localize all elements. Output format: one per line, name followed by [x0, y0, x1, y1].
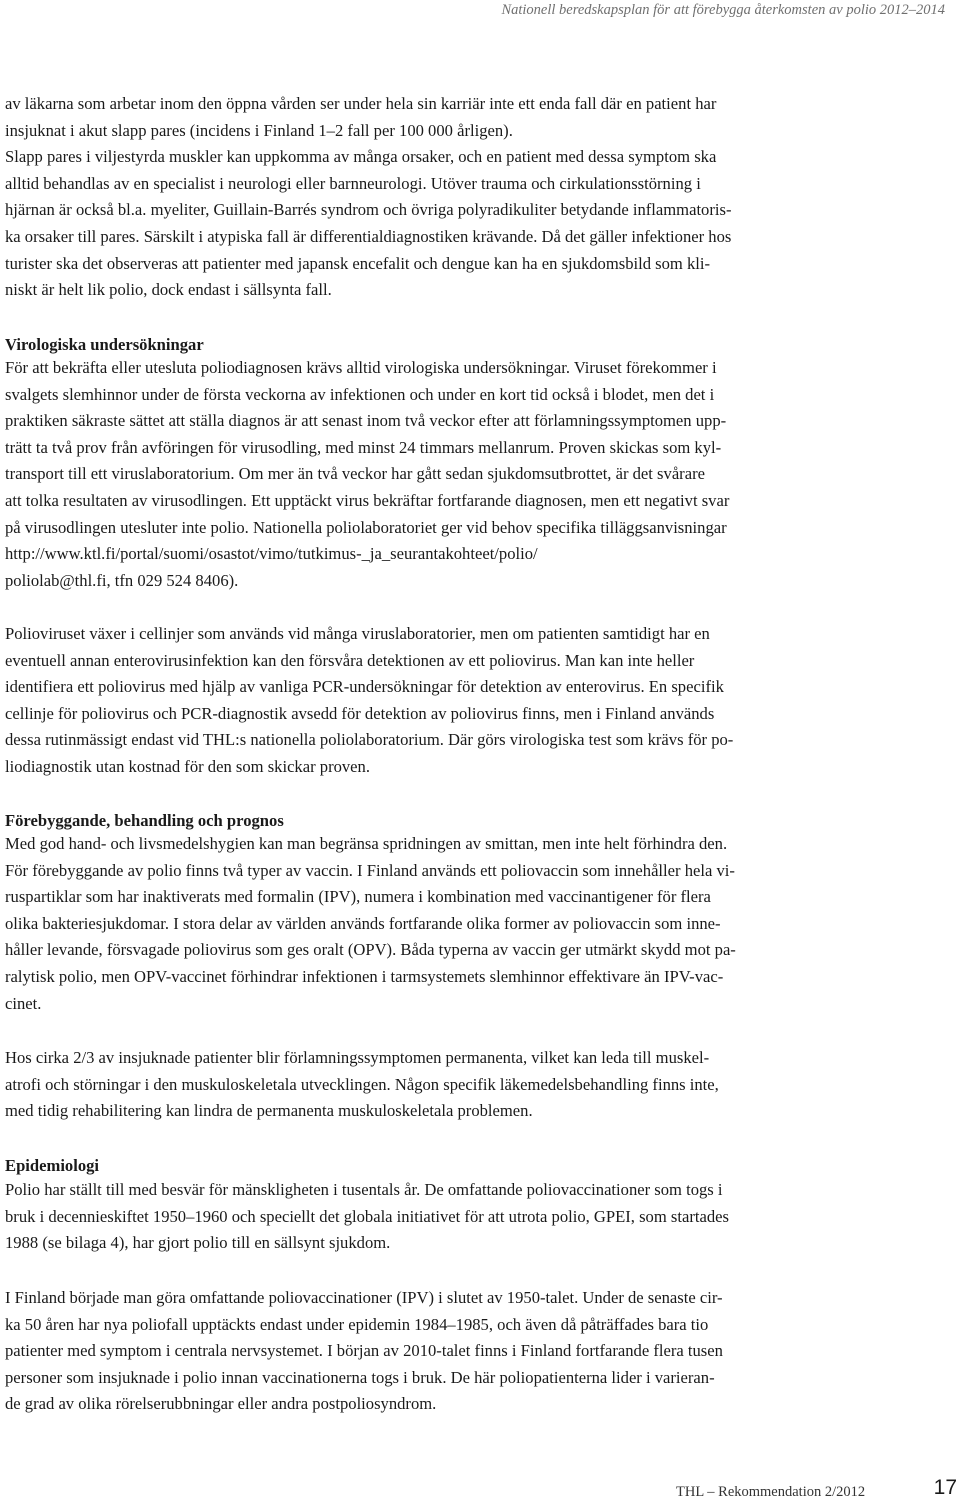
paragraph-poliovirus: Polioviruset växer i cellinjer som används vid många viruslaboratorier, men om patienten samtidigt har en eventuell annan enterovirusinfektion kan den försvåra detektionen av ett poliovirus. Man kan inte heller identifiera ett poliovirus med hjälp av vanliga PCR-undersökningar för detektion av enterovirus. En specifik cellinje för poliovirus och PCR-diagnostik avsedd för detektion av poliovirus finns, men i Finland används dessa rutinmässigt endast vid THL:s nationella poliolaboratorium. Där görs virologiska test som krävs för po- liodiagnostik utan kostnad för den som skickar proven.	[5, 624, 734, 776]
paragraph-epidemiology: Polio har ställt till med besvär för mänskligheten i tusentals år. De omfattande poliovaccinationer som togs i bruk i decennieskiftet 1950–1960 och speciellt det globala initiativet för att utrota polio, GPEI, som startades 1988 (se bilaga 4), har gjort polio till en sällsynt sjukdom.	[5, 1180, 729, 1253]
running-header: Nationell beredskapsplan för att förebygga återkomsten av polio 2012–2014	[501, 2, 945, 18]
paragraph-prognosis: Hos cirka 2/3 av insjuknade patienter blir förlamningssymptomen permanenta, vilket kan leda till muskel- atrofi och störningar i den muskuloskeletala utvecklingen. Någon specifik läkemedelsbehandling finns inte, med tidig rehabilitering kan lindra de permanenta muskuloskeletala problemen.	[5, 1048, 719, 1121]
paragraph-prevention: Med god hand- och livsmedelshygien kan man begränsa spridningen av smittan, men inte helt förhindra den. För förebyggande av polio finns två typer av vaccin. I Finland används ett poliovaccin som innehåller hela vi- ruspartiklar som har inaktiverats med formalin (IPV), numera i kombination med vaccinantigener för flera olika bakteriesjukdomar. I stora delar av världen används fortfarande olika former av poliovaccin som inne- håller levande, försvagade poliovirus som ges oralt (OPV). Båda typerna av vaccin ger utmärkt skydd mot pa- ralytisk polio, men OPV-vaccinet förhindrar infektionen i tarmsystemets slemhinnor effektivare än IPV-vac- cinet.	[5, 834, 736, 1013]
heading-prevention: Förebyggande, behandling och prognos	[5, 811, 284, 830]
footer-publication: THL – Rekommendation 2/2012	[676, 1484, 866, 1500]
heading-virology: Virologiska undersökningar	[5, 335, 204, 354]
heading-epidemiology: Epidemiologi	[5, 1156, 100, 1175]
paragraph-virology: För att bekräfta eller utesluta poliodiagnosen krävs alltid virologiska undersökningar. Viruset förekommer i svalgets slemhinnor under de första veckorna av infektionen och under en kort tid också i blodet, men det i praktiken säkraste sättet att ställa diagnos är att senast inom två veckor efter att förlamningssymptomen upp- trätt ta två prov från avföringen för virusodling, med minst 24 timmars mellanrum. Proven skickas som kyl- transport till ett viruslaboratorium. Om mer än två veckor har gått sedan sjukdomsutbrottet, är det svårare att tolka resultaten av virusodlingen. Ett upptäckt virus bekräftar fortfarande diagnosen, men ett negativt svar på virusodlingen utesluter inte polio. Nationella poliolaboratoriet ger vid behov specifika tilläggsanvisningar http://www.ktl.fi/portal/suomi/osastot/vimo/tutkimus-_ja_seurantakohteet/polio/ poliolab@thl.fi, tfn 029 524 8406).	[5, 358, 730, 590]
paragraph-finland: I Finland började man göra omfattande poliovaccinationer (IPV) i slutet av 1950-talet. Under de senaste cir- ka 50 åren har nya poliofall upptäckts endast under epidemin 1984–1985, och även då påträffades bara tio patienter med symptom i centrala nervsystemet. I början av 2010-talet finns i Finland fortfarande flera tusen personer som insjuknade i polio innan vaccinationerna togs i bruk. De här poliopatienterna lider i varieran- de grad av olika rörelserubbningar eller andra postpoliosyndrom.	[5, 1288, 723, 1414]
page-number: 17	[933, 1476, 957, 1499]
paragraph-intro: av läkarna som arbetar inom den öppna vården ser under hela sin karriär inte ett enda fall där en patient har insjuknat i akut slapp pares (incidens i Finland 1–2 fall per 100 000 årligen). Slapp pares i viljestyrda muskler kan uppkomma av många orsaker, och en patient med dessa symptom ska alltid behandlas av en specialist i neurologi eller barnneurologi. Utöver trauma och cirkulationsstörning i hjärnan är också bl.a. myeliter, Guillain-Barrés syndrom och övriga polyradikuliter betydande inflammatoris- ka orsaker till pares. Särskilt i atypiska fall är differentialdiagnostiken krävande. Då det gäller infektioner hos turister ska det observeras att patienter med japansk encefalit och dengue kan ha en sjukdomsbild som kli- niskt är helt lik polio, dock endast i sällsynta fall.	[5, 94, 732, 300]
